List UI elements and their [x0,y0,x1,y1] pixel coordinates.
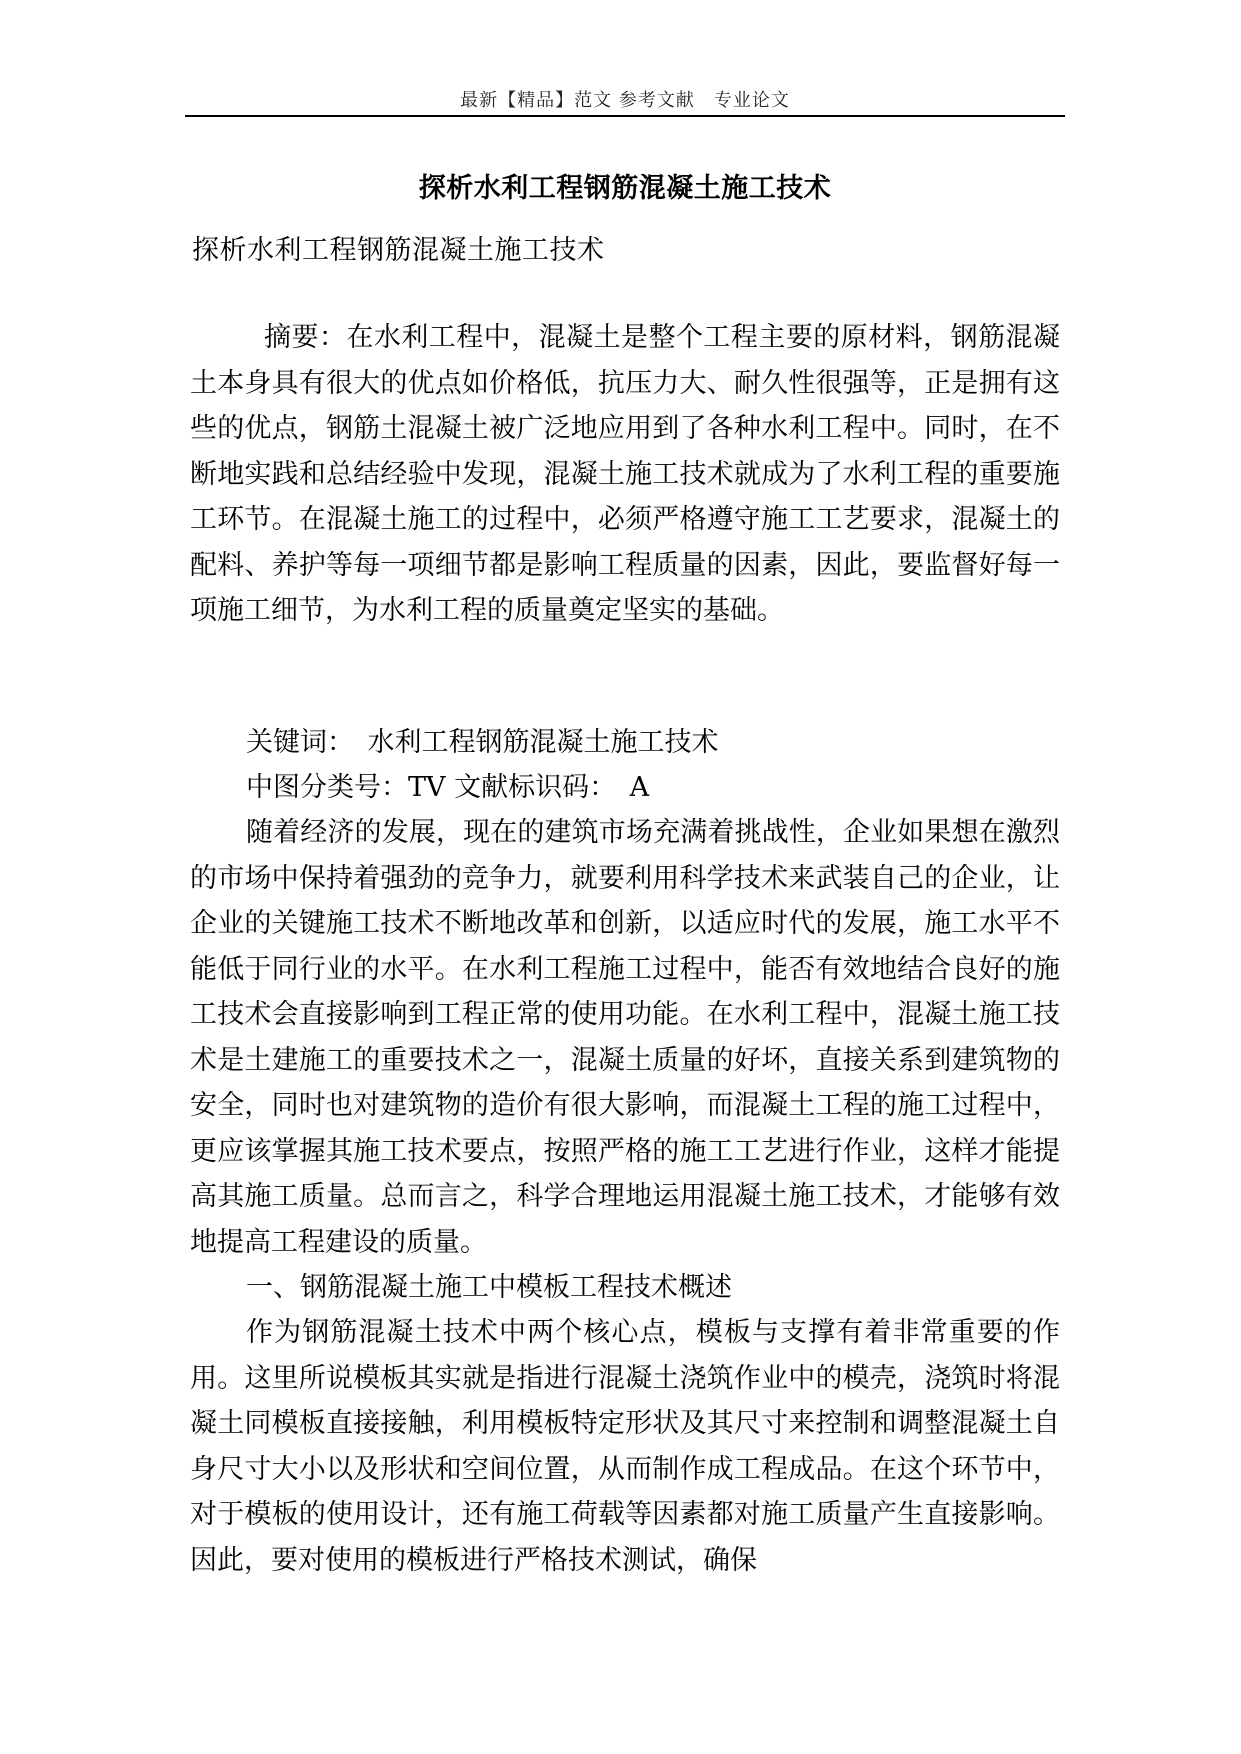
classification-line: 中图分类号：TV 文献标识码： A [246,772,650,803]
section-paragraph: 作为钢筋混凝土技术中两个核心点，模板与支撑有着非常重要的作用。这里所说模板其实就是指进行混凝土浇筑作业中的模壳，浇筑时将混凝土同模板直接接触，利用模板特定形状及其尺寸来控制和调整混凝土自身尺寸大小以及形状和空间位置，从而制作成工程成品。在这个环节中，对于模板的使用设计，还有施工荷载等因素都对施工质量产生直接影响。因此，要对使用的模板进行严格技术测试，确保 [190,1317,1060,1576]
intro-paragraph: 随着经济的发展，现在的建筑市场充满着挑战性，企业如果想在激烈的市场中保持着强劲的竞争力，就要利用科学技术来武装自己的企业，让企业的关键施工技术不断地改革和创新，以适应时代的发展，施工水平不能低于同行业的水平。在水利工程施工过程中，能否有效地结合良好的施工技术会直接影响到工程正常的使用功能。在水利工程中，混凝土施工技术是土建施工的重要技术之一，混凝土质量的好坏，直接关系到建筑物的安全，同时也对建筑物的造价有很大影响，而混凝土工程的施工过程中，更应该掌握其施工技术要点，按照严格的施工工艺进行作业，这样才能提高其施工质量。总而言之，科学合理地运用混凝土施工技术，才能够有效地提高工程建设的质量。 [190,817,1060,1258]
section-heading: 一、钢筋混凝土施工中模板工程技术概述 [246,1272,732,1303]
keywords-line: 关键词： 水利工程钢筋混凝土施工技术 [246,727,719,758]
running-header: 最新【精品】范文 参考文献 专业论文 [460,90,790,111]
header-divider [185,115,1065,117]
abstract-paragraph: 摘要：在水利工程中，混凝土是整个工程主要的原材料，钢筋混凝土本身具有很大的优点如价格低，抗压力大、耐久性很强等，正是拥有这些的优点，钢筋土混凝土被广泛地应用到了各种水利工程中。同时，在不断地实践和总结经验中发现，混凝土施工技术就成为了水利工程的重要施工环节。在混凝土施工的过程中，必须严格遵守施工工艺要求，混凝土的配料、养护等每一项细节都是影响工程质量的因素，因此，要监督好每一项施工细节，为水利工程的质量奠定坚实的基础。 [190,322,1060,626]
document-title: 探析水利工程钢筋混凝土施工技术 [418,173,832,204]
document-subtitle: 探析水利工程钢筋混凝土施工技术 [192,235,605,266]
